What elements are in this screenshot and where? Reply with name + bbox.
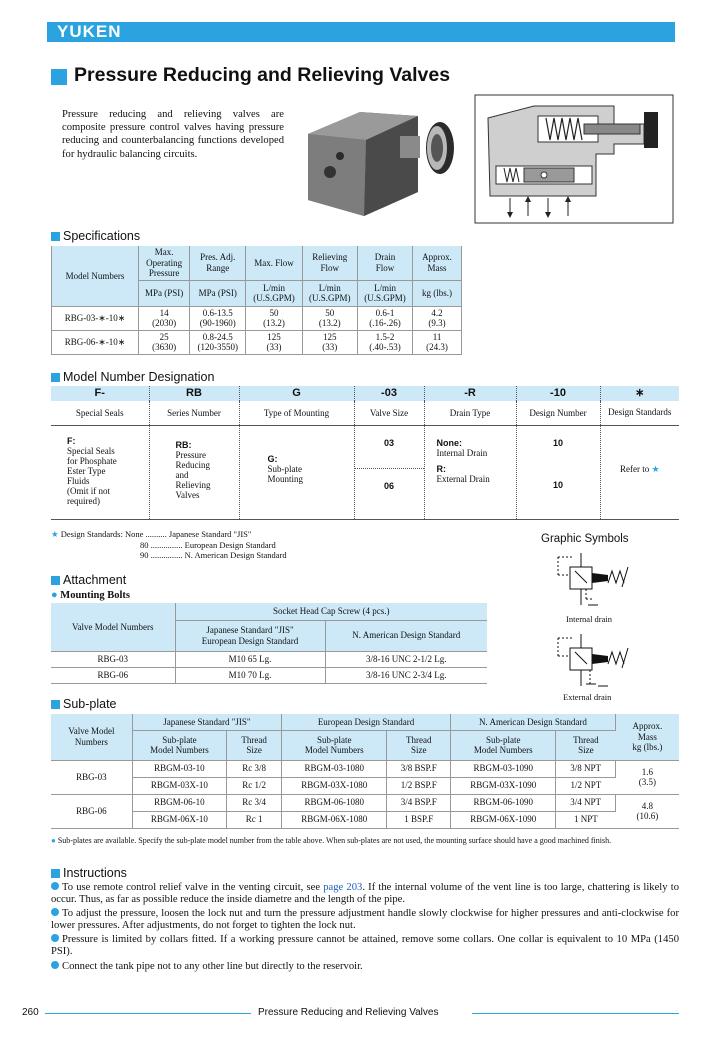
internal-drain-symbol: [550, 553, 640, 615]
valve-photo: [300, 94, 465, 224]
table-row: RBG-03 M10 65 Lg. 3/8-16 UNC 2-1/2 Lg.: [51, 651, 487, 667]
page-number: 260: [22, 1007, 39, 1018]
code-series: RB: [149, 386, 239, 401]
col-max-pressure: Max. Operating Pressure: [139, 246, 190, 280]
subplate-note: ● Sub-plates are available. Specify the sub-plate model number from the table above. When sub-plates are not used, the mounting surface should have a good machined finish.: [51, 836, 612, 845]
page-link[interactable]: page 203: [323, 882, 363, 893]
table-row: RBG-06 M10 70 Lg. 3/8-16 UNC 2-3/4 Lg.: [51, 667, 487, 683]
intro-paragraph: Pressure reducing and relieving valves are composite pressure control valves having pressure reducing and counterbalancing functions developed for hydraulic balancing circuits.: [62, 109, 284, 160]
code-design-number: -10: [516, 386, 600, 401]
graphic-symbols-heading: Graphic Symbols: [541, 533, 629, 545]
model-designation-heading: Model Number Designation: [51, 370, 214, 384]
specifications-table: [51, 246, 462, 355]
code-size: -03: [354, 386, 424, 401]
table-row: RBG-06 RBGM-06-10 Rc 3/4 RBGM-06-1080 3/4 BSP.F RBGM-06-1090 3/4 NPT 4.8 (10.6): [51, 794, 679, 811]
instruction-item: Connect the tank pipe not to any other line but directly to the reservoir.: [51, 961, 679, 973]
table-row: RBGM-03X-10 Rc 1/2 RBGM-03X-1080 1/2 BSP.F RBGM-03X-1090 1/2 NPT: [51, 777, 679, 794]
table-row: RBGM-06X-10 Rc 1 RBGM-06X-1080 1 BSP.F RBGM-06X-1090 1 NPT: [51, 811, 679, 828]
col-adj-range: Pres. Adj. Range: [190, 246, 246, 280]
subplate-table: Valve Model Numbers Japanese Standard "JIS" European Design Standard N. American Design Standard Approx. Mass kg (lbs.) Sub-plate Model Numbers Thread Size Sub-plate Model Numbers Thread Size Sub-plate Model Numbers Thread Size RBG-03 RBGM-03-10 Rc 3/8 RBGM-03-1080 3/8 BSP.F RBGM-03-1090 3/8 NPT 1.6 (3.5) RBGM-03X-10 Rc 1/2 RBGM-03X-1080 1/2 BSP.F RBGM-03X-1090 1/2 NPT RBG-06 RBGM-06-10 Rc 3/4 RBGM-06-1080 3/4 BSP.F RBGM-06-1090 3/4 NPT 4.8 (10.6) RBGM-06X-10 Rc 1 RBGM-06X-1080 1 BSP.F RBGM-06X-1090 1 NPT: [51, 714, 679, 829]
external-drain-symbol: [550, 634, 640, 692]
unit-flow: L/min (U.S.GPM): [246, 280, 302, 306]
external-drain-caption: External drain: [563, 692, 612, 702]
brand-logo: YUKEN: [57, 22, 122, 41]
design-number-option: 10 10: [516, 425, 600, 519]
design-standards-legend: ★ Design Standards: None .......... Japanese Standard "JIS" 80 ............... European Design Standard 90 ............... N. American Design Standard: [51, 529, 287, 560]
header-bar: [47, 22, 675, 42]
unit-kg: kg (lbs.): [413, 280, 462, 306]
seals-option: F: Special Seals for Phosphate Ester Type Fluids (Omit if not required): [51, 425, 149, 519]
table-row: RBG-06-∗-10∗ 25 (3630) 0.8-24.5 (120-3550) 125 (33) 125 (33) 1.5-2 (.40-.53) 11 (24.3): [52, 330, 462, 354]
unit-mpa: MPa (PSI): [139, 280, 190, 306]
unit-flow: L/min (U.S.GPM): [357, 280, 412, 306]
mounting-bolts-heading: ● Mounting Bolts: [51, 589, 131, 601]
title-marker: [51, 69, 67, 85]
mounting-option: G: Sub-plate Mounting: [239, 425, 354, 519]
subplate-heading: Sub-plate: [51, 697, 117, 711]
table-row: RBG-03-∗-10∗ 14 (2030) 0.6-13.5 (90-1960) 50 (13.2) 50 (13.2) 0.6-1 (.16-.26) 4.2 (9.3): [52, 306, 462, 330]
page-title: Pressure Reducing and Relieving Valves: [74, 64, 451, 86]
col-relieving-flow: Relieving Flow: [302, 246, 357, 280]
code-mounting: G: [239, 386, 354, 401]
instruction-item: To use remote control relief valve in the venting circuit, see page 203. If the internal volume of the vent line is too large, chattering is likely to occur. Thus, as far as possible reduce the inside diametre and the length of the pipe.: [51, 882, 679, 906]
size-option: 03 06: [354, 425, 424, 519]
specifications-heading: Specifications: [51, 229, 140, 243]
table-row: RBG-03 RBGM-03-10 Rc 3/8 RBGM-03-1080 3/8 BSP.F RBGM-03-1090 3/8 NPT 1.6 (3.5): [51, 760, 679, 777]
internal-drain-caption: Internal drain: [566, 614, 613, 624]
design-standards-option: Refer to ★: [600, 425, 679, 519]
col-mass: Approx. Mass: [413, 246, 462, 280]
col-model: Model Numbers: [52, 246, 139, 306]
attachment-heading: Attachment: [51, 573, 126, 587]
bullet-icon: [51, 908, 59, 916]
col-max-flow: Max. Flow: [246, 246, 302, 280]
unit-mpa: MPa (PSI): [190, 280, 246, 306]
col-drain-flow: Drain Flow: [357, 246, 412, 280]
instruction-item: Pressure is limited by collars fitted. If a working pressure cannot be attained, remove some collars. One collar is equivalent to 10 MPa (1450 PSI).: [51, 934, 679, 958]
series-option: RB: Pressure Reducing and Relieving Valves: [149, 425, 239, 519]
code-seals: F-: [51, 386, 149, 401]
instruction-item: To adjust the pressure, loosen the lock nut and turn the pressure adjustment handle slowly clockwise for higher pressures and anti-clockwise for lower pressures. After adjustments, do not forget to tighten the lock nut.: [51, 908, 679, 932]
model-designation-table: F- RB G -03 -R -10 ∗ Special Seals Series Number Type of Mounting Valve Size Drain Type Design Number Design Standards F: Special Seals for Phosphate Ester Type Fluids (Omit if not required) RB: Pressure Reducing and Relieving Valves G: Sub-plate Mounting 03 06 None: Internal Drain R: External Drain 10 10 Refer to ★: [51, 386, 679, 520]
footer-title: Pressure Reducing and Relieving Valves: [258, 1007, 439, 1018]
code-drain: -R: [424, 386, 516, 401]
bullet-icon: [51, 934, 59, 942]
bullet-icon: [51, 961, 59, 969]
instructions-heading: Instructions: [51, 866, 127, 880]
sectional-diagram: [474, 94, 674, 224]
drain-option: None: Internal Drain R: External Drain: [424, 425, 516, 519]
footer-rule-right: [472, 1013, 679, 1014]
unit-flow: L/min (U.S.GPM): [302, 280, 357, 306]
bullet-icon: [51, 882, 59, 890]
mounting-bolts-table: Valve Model Numbers Socket Head Cap Screw (4 pcs.) Japanese Standard "JIS" European Design Standard N. American Design Standard RBG-03 M10 65 Lg. 3/8-16 UNC 2-1/2 Lg. RBG-06 M10 70 Lg. 3/8-16 UNC 2-3/4 Lg.: [51, 603, 487, 684]
code-design-standards: ∗: [600, 386, 679, 401]
footer-rule-left: [45, 1013, 251, 1014]
star-icon: ★: [51, 529, 59, 539]
